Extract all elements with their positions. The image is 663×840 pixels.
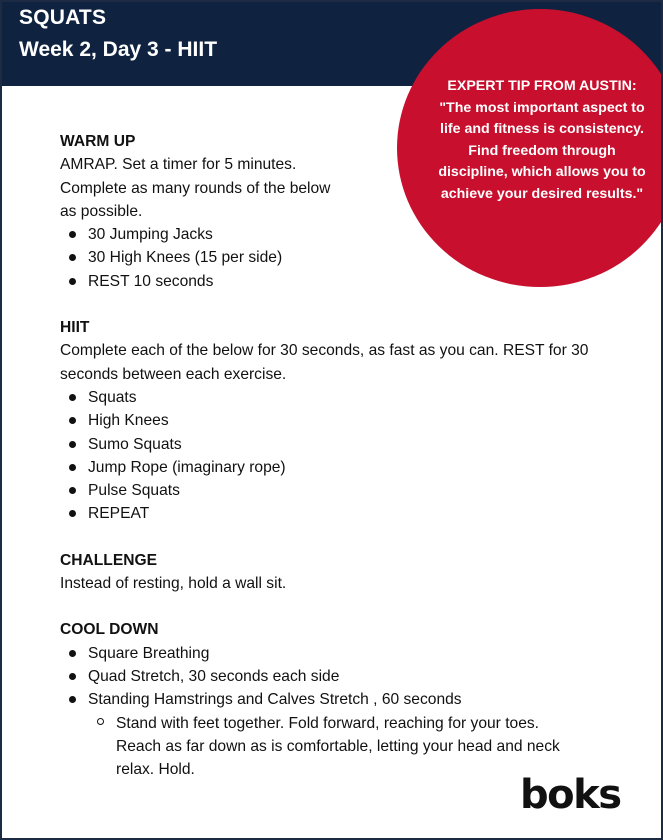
workout-content xyxy=(60,130,620,781)
challenge-description: Instead of resting, hold a wall sit. xyxy=(60,575,287,593)
expert-tip-text: EXPERT TIP FROM AUSTIN: "The most important aspect to life and fitness is consistency. Find freedom through discipline, which allows you to achieve your desired results." xyxy=(438,78,646,202)
boks-logo: boks xyxy=(520,772,621,818)
list-item: 30 Jumping Jacks xyxy=(60,223,620,246)
page-subtitle: Week 2, Day 3 - HIIT xyxy=(19,38,218,61)
warmup-list xyxy=(60,223,620,293)
cooldown-sublist xyxy=(88,712,620,782)
list-item: REST 10 seconds xyxy=(60,270,620,293)
list-item xyxy=(60,688,620,781)
list-item: Jump Rope (imaginary rope) xyxy=(60,456,620,479)
list-item: Quad Stretch, 30 seconds each side xyxy=(60,665,620,688)
challenge-title: CHALLENGE xyxy=(60,551,158,569)
list-item: Sumo Squats xyxy=(60,433,620,456)
list-item: Pulse Squats xyxy=(60,479,620,502)
sub-list-item: Stand with feet together. Fold forward, reaching for your toes. Reach as far down as is comfortable, letting your head and neck relax. Hold. xyxy=(88,712,586,782)
hiit-list xyxy=(60,386,620,526)
list-item: High Knees xyxy=(60,409,620,432)
warmup-description: AMRAP. Set a timer for 5 minutes. Complete as many rounds of the below as possible. xyxy=(60,156,331,220)
list-item: REPEAT xyxy=(60,502,620,525)
list-item: Squats xyxy=(60,386,620,409)
cooldown-title: COOL DOWN xyxy=(60,621,159,639)
hiit-description: Complete each of the below for 30 seconds, as fast as you can. REST for 30 seconds between each exercise. xyxy=(60,342,589,383)
page-title: SQUATS xyxy=(19,6,107,29)
hiit-title: HIIT xyxy=(60,319,90,337)
cooldown-list xyxy=(60,642,620,782)
list-item: 30 High Knees (15 per side) xyxy=(60,246,620,269)
list-item: Square Breathing xyxy=(60,642,620,665)
warmup-title: WARM UP xyxy=(60,133,136,150)
list-item-label: Standing Hamstrings and Calves Stretch , 60 seconds xyxy=(88,691,462,709)
